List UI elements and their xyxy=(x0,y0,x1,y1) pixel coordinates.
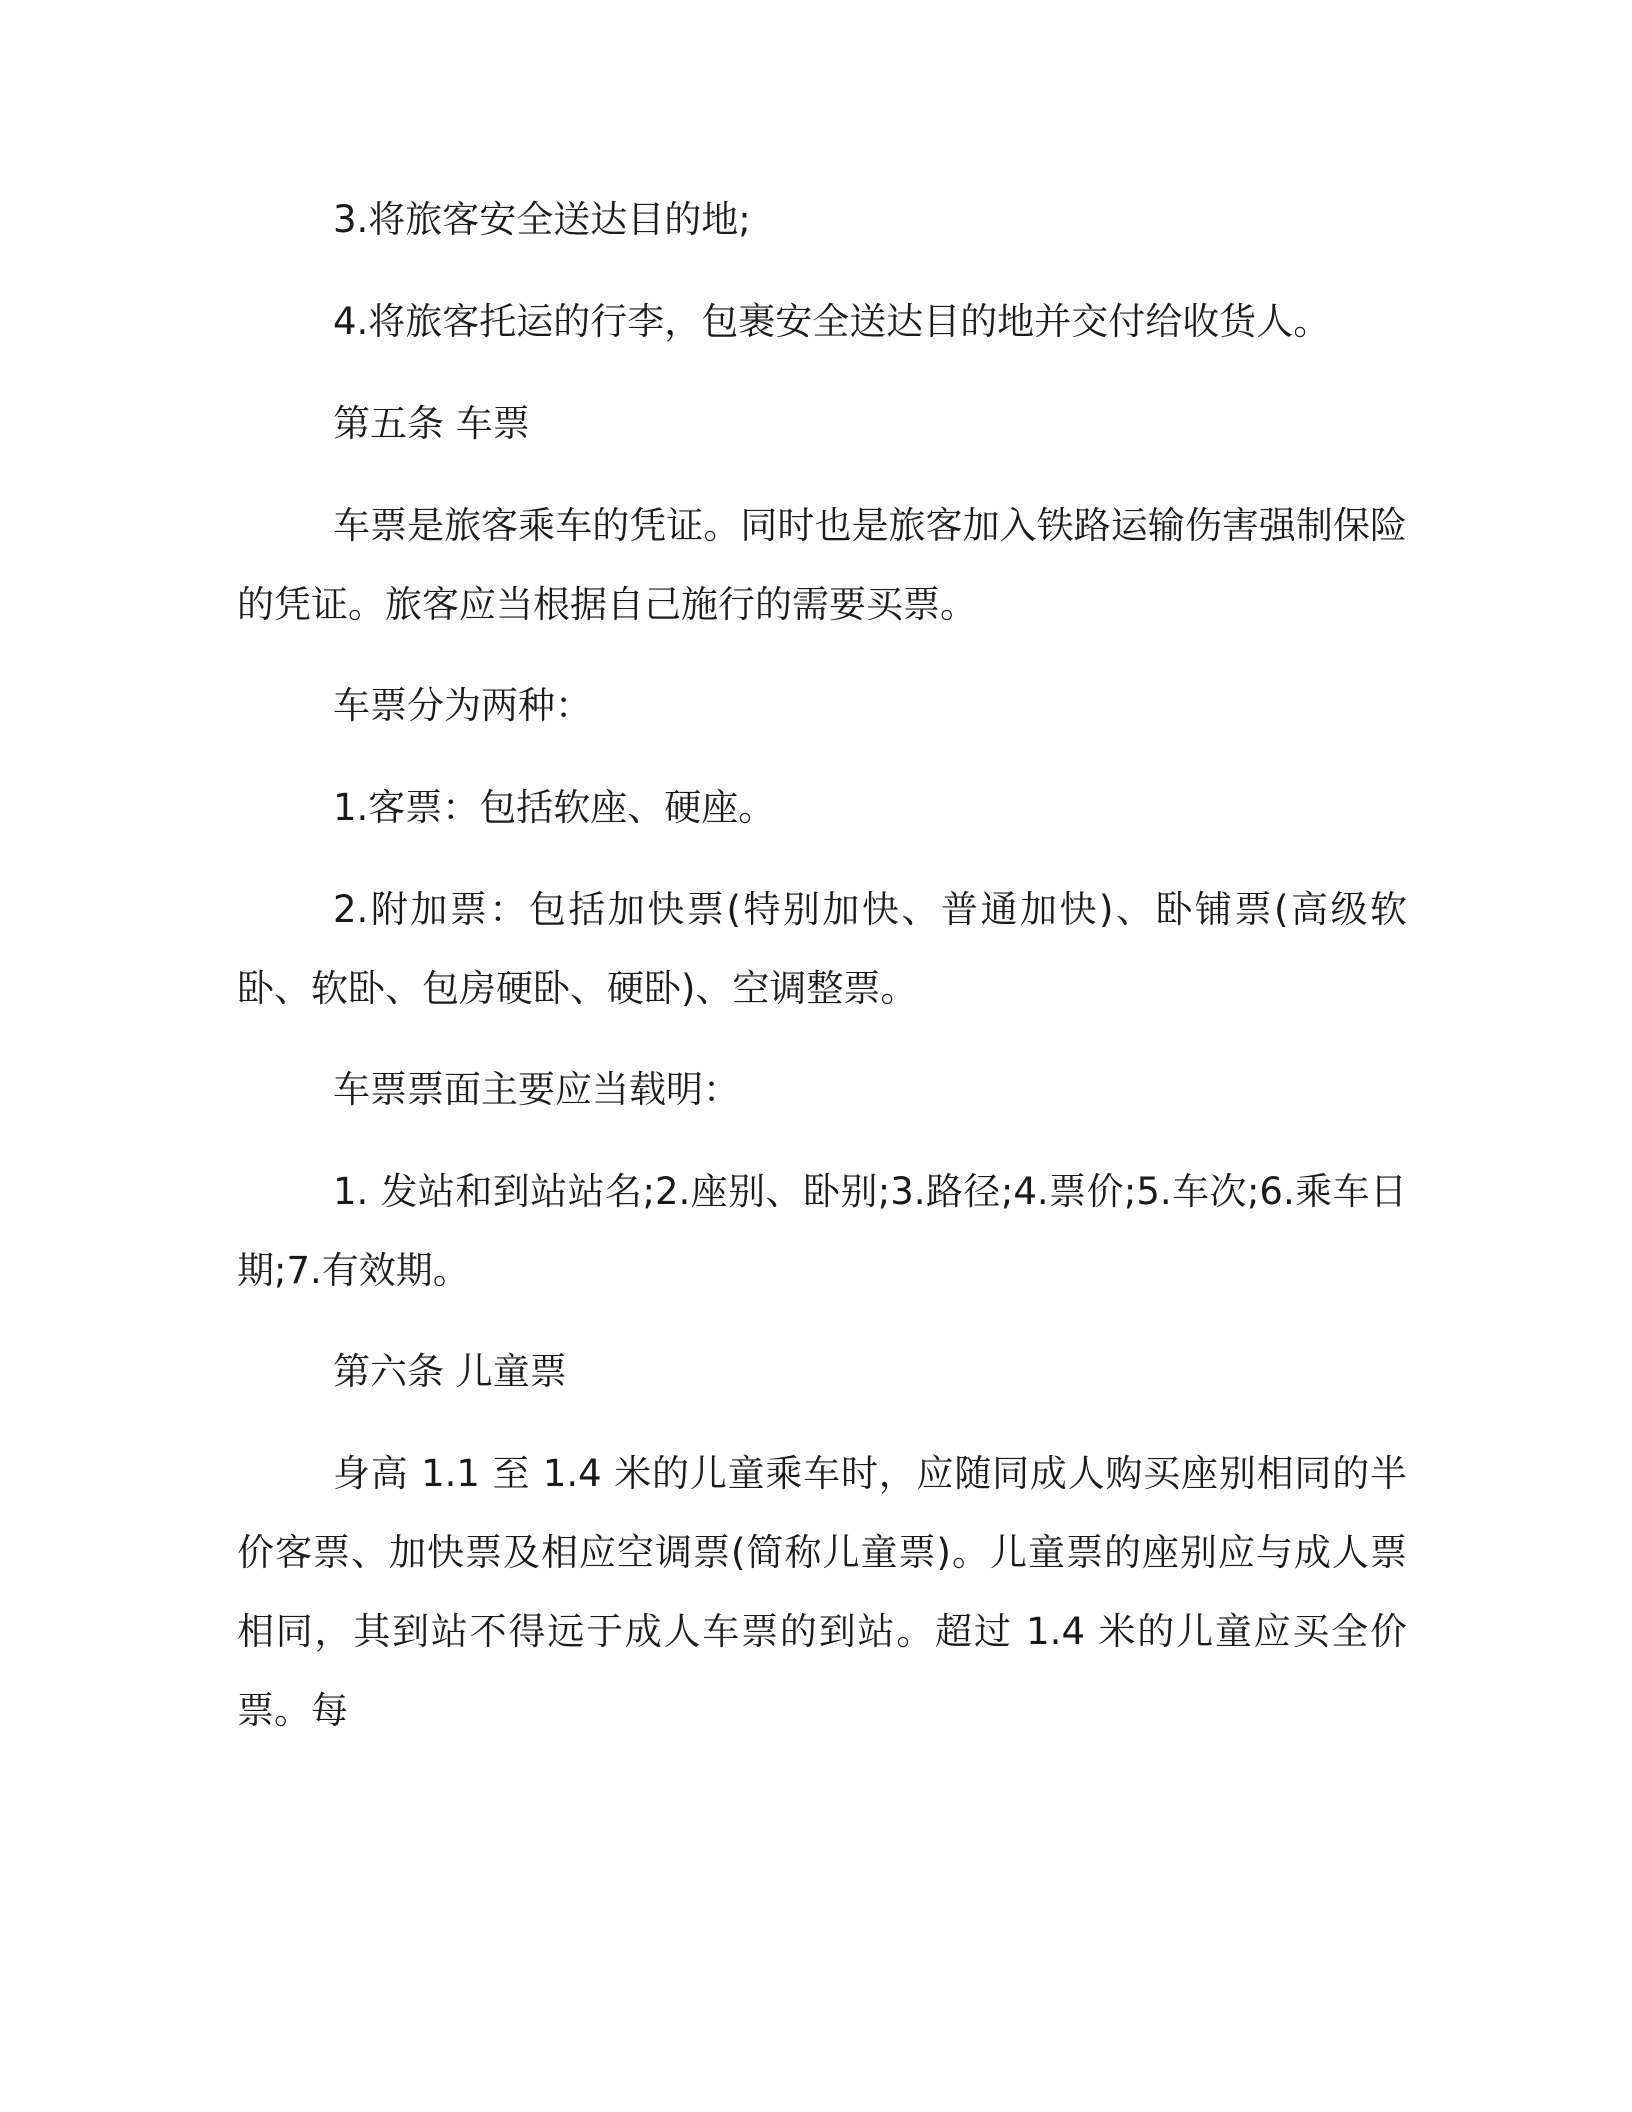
section-heading-article-5: 第五条 车票 xyxy=(333,402,530,445)
paragraph-child-ticket: 身高 1.1 至 1.4 米的儿童乘车时，应随同成人购买座别相同的半价客票、加快票及相应空调票(简称儿童票)。儿童票的座别应与成人票相同，其到站不得远于成人车票的到站。超过 1.4 米的儿童应买全价票。每 xyxy=(237,1452,1407,1732)
paragraph-supplementary-ticket: 2.附加票：包括加快票(特别加快、普通加快)、卧铺票(高级软卧、软卧、包房硬卧、硬卧)、空调整票。 xyxy=(237,888,1407,1010)
paragraph-item-3: 3.将旅客安全送达目的地; xyxy=(333,198,751,241)
paragraph-item-4: 4.将旅客托运的行李，包裹安全送达目的地并交付给收货人。 xyxy=(333,300,1331,343)
paragraph-ticket-definition: 车票是旅客乘车的凭证。同时也是旅客加入铁路运输伤害强制保险的凭证。旅客应当根据自己施行的需要买票。 xyxy=(237,504,1407,626)
paragraph-ticket-types-intro: 车票分为两种： xyxy=(333,684,592,727)
section-heading-article-6: 第六条 儿童票 xyxy=(333,1350,567,1393)
paragraph-ticket-face-items: 1. 发站和到站站名;2.座别、卧别;3.路径;4.票价;5.车次;6.乘车日期;7.有效期。 xyxy=(237,1170,1407,1292)
paragraph-passenger-ticket: 1.客票：包括软座、硬座。 xyxy=(333,786,776,829)
paragraph-ticket-face-intro: 车票票面主要应当载明： xyxy=(333,1068,740,1111)
